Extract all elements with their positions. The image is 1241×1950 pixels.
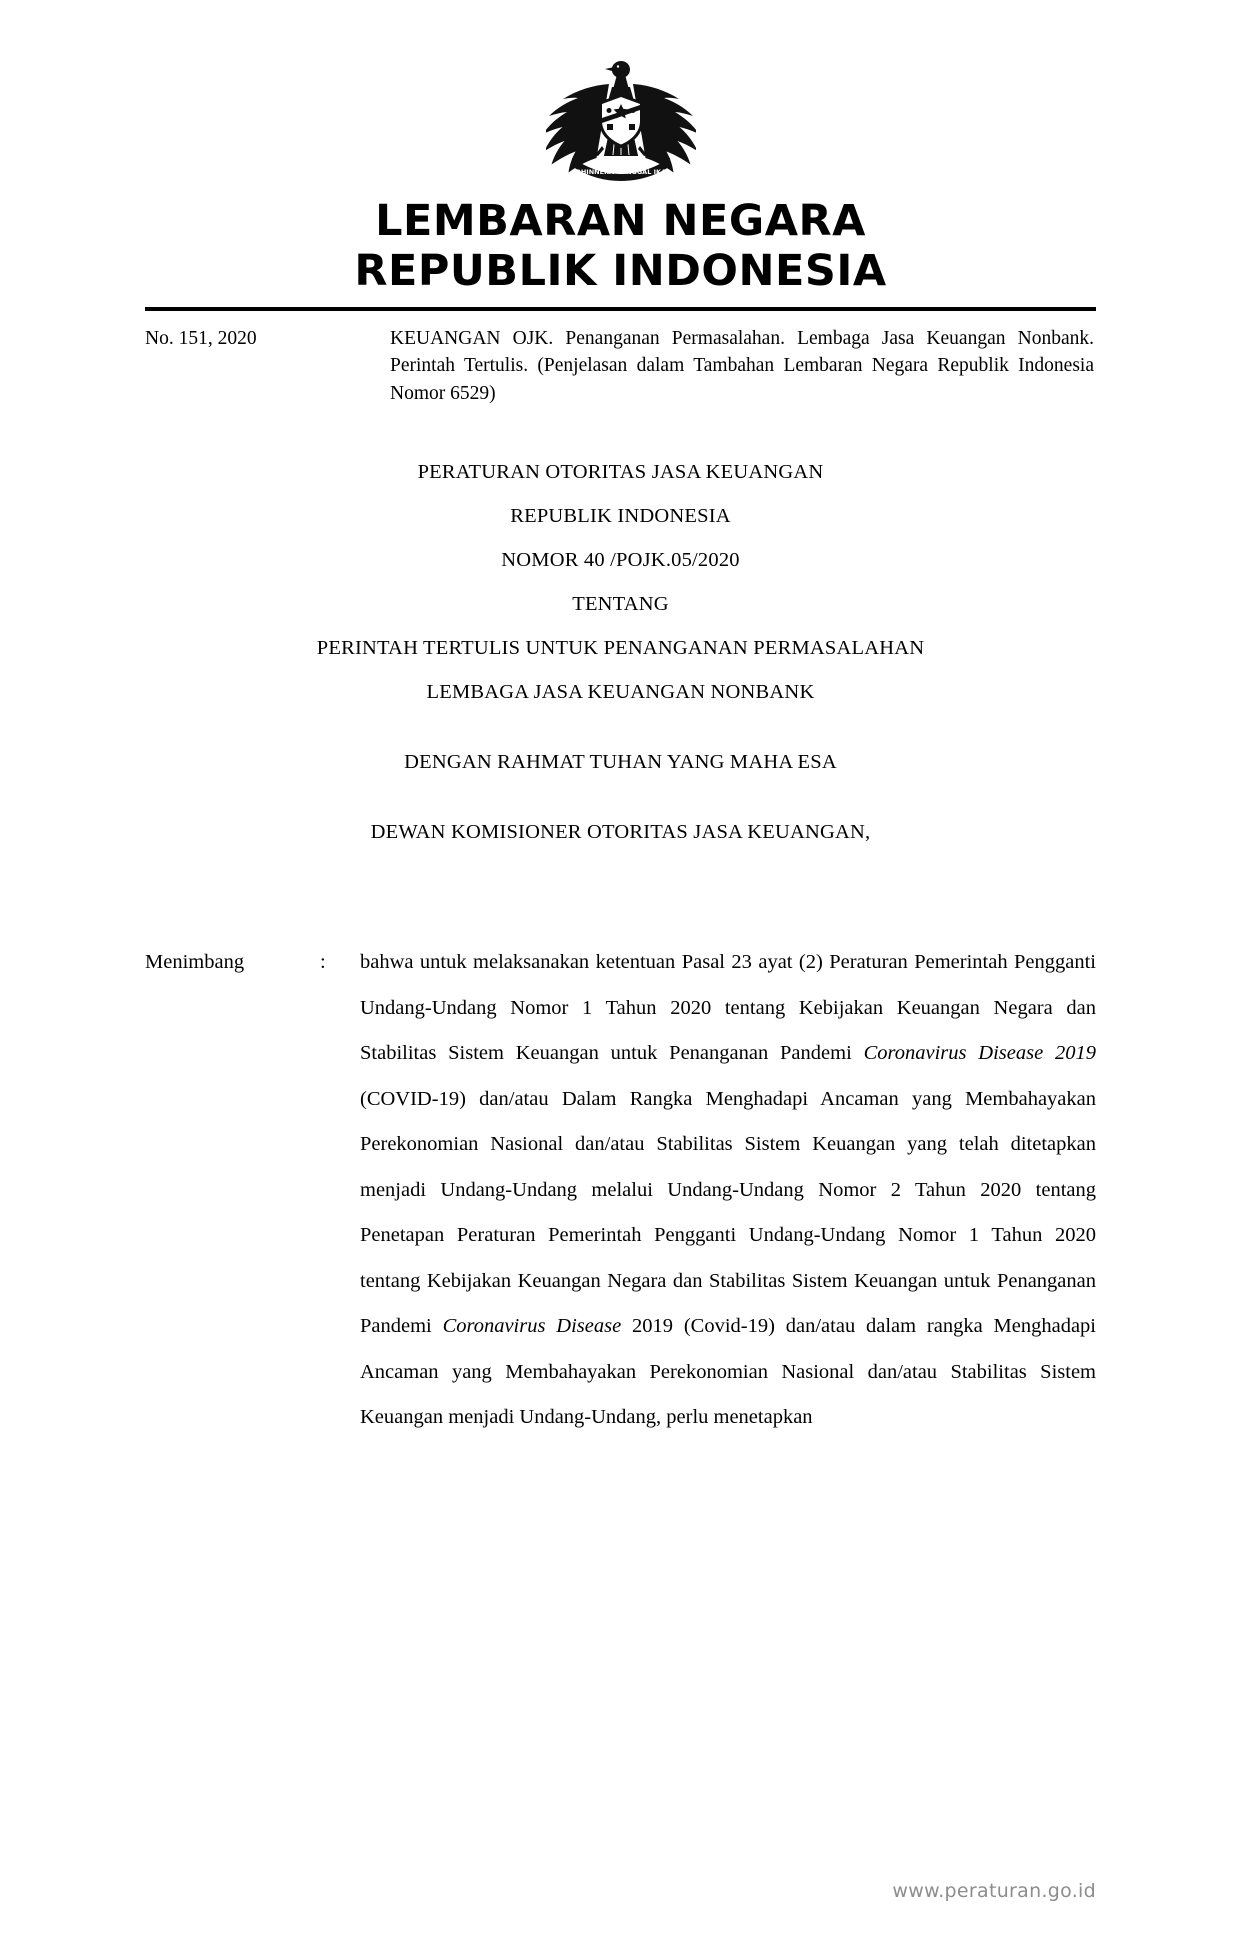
gazette-number: No. 151, 2020: [145, 327, 257, 349]
title-line-7: DENGAN RAHMAT TUHAN YANG MAHA ESA: [404, 751, 837, 774]
svg-text:BHINNEKA TUNGGAL IKA: BHINNEKA TUNGGAL IKA: [575, 168, 666, 176]
title-line-1: PERATURAN OTORITAS JASA KEUANGAN: [417, 460, 824, 483]
considerans-italic-2: Coronavirus Disease: [442, 1315, 622, 1338]
garuda-pancasila-emblem: [546, 58, 696, 188]
masthead-line-2: REPUBLIK INDONESIA: [354, 246, 887, 297]
gazette-subject: KEUANGAN OJK. Penanganan Permasalahan. Lembaga Jasa Keuangan Nonbank. Perintah Tertulis. (Penjelasan dalam Tambahan Lembaran Negara Republik Indonesia Nomor 6529): [390, 327, 1094, 404]
title-spacer-2: [145, 784, 1096, 810]
considerans-colon: :: [320, 951, 326, 974]
title-line-6: LEMBAGA JASA KEUANGAN NONBANK: [426, 680, 815, 703]
title-line-2: REPUBLIK INDONESIA: [510, 504, 731, 527]
emblem-container: [145, 0, 1096, 188]
header-divider: [145, 307, 1096, 311]
masthead-line-1: LEMBARAN NEGARA: [375, 196, 866, 246]
considerans-text-part-2: (COVID-19) dan/atau Dalam Rangka Menghadapi Ancaman yang Membahayakan Perekonomian Nasional dan/atau Stabilitas Sistem Keuangan yang telah ditetapkan menjadi Undang-Undang melalui Undang-Undang Nomor 2 Tahun 2020 tentang Penetapan Peraturan Pemerintah Pengganti Undang-Undang Nomor 1 Tahun 2020 tentang Kebijakan Keuangan Negara dan Stabilitas Sistem Keuangan untuk Penanganan Pandemi: [360, 1087, 1096, 1338]
masthead: [145, 196, 1096, 297]
considerans-text-part-3: 2019 (Covid-19) dan/atau dalam rangka Menghadapi Ancaman yang Membahayakan Perekonomian Nasional dan/atau Stabilitas Sistem Keuangan menjadi Undang-Undang, perlu menetapkan: [360, 1315, 1096, 1429]
header-meta-row: [145, 325, 1096, 408]
title-line-3: NOMOR 40 /POJK.05/2020: [501, 548, 740, 571]
title-line-5: PERINTAH TERTULIS UNTUK PENANGANAN PERMASALAHAN: [316, 636, 925, 659]
considerans-body: [360, 940, 1096, 1441]
considerans-italic-1: Coronavirus Disease 2019: [863, 1042, 1096, 1065]
regulation-title-block: [145, 450, 1096, 855]
title-line-4: TENTANG: [572, 592, 669, 615]
title-spacer-1: [145, 714, 1096, 740]
considerans-section: [145, 940, 1096, 1441]
considerans-label: Menimbang: [145, 951, 245, 974]
title-line-8: DEWAN KOMISIONER OTORITAS JASA KEUANGAN,: [370, 821, 871, 844]
considerans-text-part-1: bahwa untuk melaksanakan ketentuan Pasal 23 ayat (2) Peraturan Pemerintah Pengganti Undang-Undang Nomor 1 Tahun 2020 tentang Kebijakan Keuangan Negara dan Stabilitas Sistem Keuangan untuk Penanganan Pandemi: [360, 951, 1096, 1065]
footer-watermark: www.peraturan.go.id: [892, 1880, 1096, 1902]
